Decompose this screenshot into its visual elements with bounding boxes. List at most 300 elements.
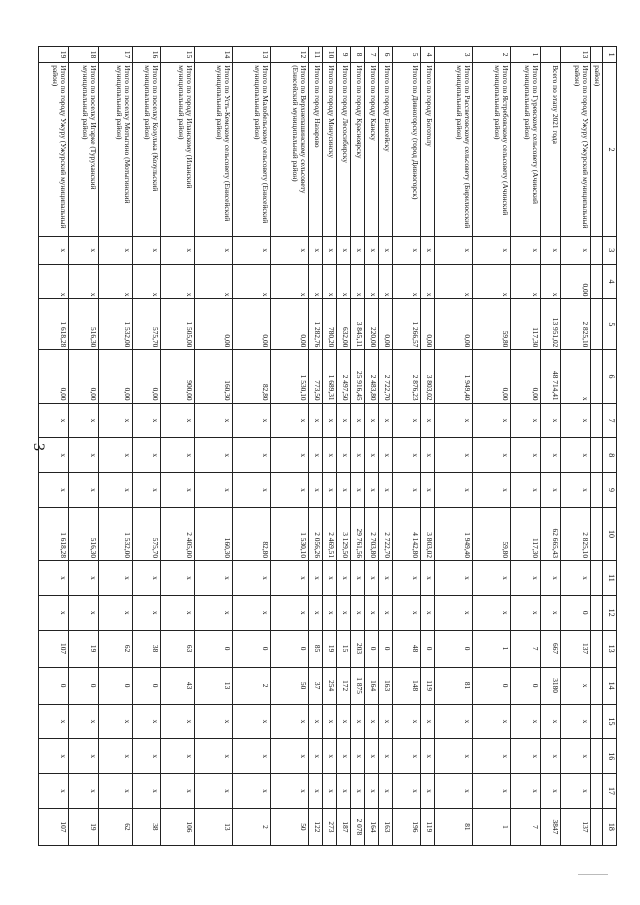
value-cell: x: [99, 561, 133, 596]
value-cell: [591, 47, 603, 63]
value-cell: 3 129,50: [337, 507, 351, 560]
value-cell: 575,70: [133, 507, 161, 560]
value-cell: 85: [309, 630, 323, 667]
value-cell: x: [511, 774, 541, 809]
value-cell: x: [337, 774, 351, 809]
value-cell: x: [421, 438, 435, 473]
value-cell: x: [323, 561, 337, 596]
table-row: [591, 47, 603, 846]
name-cell: Итого по городу Енисейску: [379, 63, 393, 237]
value-cell: x: [561, 236, 591, 264]
value-cell: 0: [69, 667, 99, 704]
name-cell: Итого по Малобельскому сельсовету (Енисейский муниципальный район): [233, 63, 271, 237]
value-cell: x: [161, 438, 195, 473]
value-cell: x: [99, 264, 133, 299]
table-row: [161, 47, 195, 846]
value-cell: 63: [161, 630, 195, 667]
header-cell: 13: [603, 630, 617, 667]
value-cell: x: [379, 438, 393, 473]
value-cell: x: [351, 774, 365, 809]
value-cell: 3 845,11: [351, 299, 365, 350]
value-cell: 1 949,40: [435, 350, 473, 403]
value-cell: 2 825,10: [561, 299, 591, 350]
value-cell: x: [365, 473, 379, 508]
value-cell: x: [473, 561, 511, 596]
value-cell: 6: [379, 47, 393, 63]
value-cell: x: [435, 561, 473, 596]
value-cell: x: [99, 739, 133, 774]
value-cell: 38: [133, 630, 161, 667]
value-cell: 2: [473, 47, 511, 63]
value-cell: x: [337, 264, 351, 299]
value-cell: x: [69, 595, 99, 630]
value-cell: x: [365, 438, 379, 473]
value-cell: 12: [271, 47, 309, 63]
value-cell: x: [379, 473, 393, 508]
value-cell: 2 056,26: [309, 507, 323, 560]
value-cell: 0: [561, 595, 591, 630]
name-cell: Итого по городу Красноярску: [351, 63, 365, 237]
value-cell: 37: [309, 667, 323, 704]
value-cell: 632,00: [337, 299, 351, 350]
value-cell: x: [323, 473, 337, 508]
value-cell: 2 722,70: [379, 507, 393, 560]
value-cell: x: [365, 739, 379, 774]
value-cell: x: [435, 774, 473, 809]
value-cell: 25 916,45: [351, 350, 365, 403]
value-cell: [591, 595, 603, 630]
value-cell: x: [337, 236, 351, 264]
table-row: [379, 47, 393, 846]
header-cell: 18: [603, 808, 617, 845]
value-cell: 0: [421, 630, 435, 667]
value-cell: x: [511, 473, 541, 508]
value-cell: 81: [435, 667, 473, 704]
value-cell: x: [421, 595, 435, 630]
value-cell: 0: [99, 667, 133, 704]
value-cell: x: [379, 704, 393, 739]
value-cell: 148: [393, 667, 421, 704]
value-cell: 1 689,31: [323, 350, 337, 403]
value-cell: x: [393, 595, 421, 630]
value-cell: x: [133, 739, 161, 774]
value-cell: x: [233, 774, 271, 809]
value-cell: x: [541, 438, 561, 473]
value-cell: x: [69, 264, 99, 299]
value-cell: x: [365, 774, 379, 809]
value-cell: x: [511, 739, 541, 774]
value-cell: x: [337, 403, 351, 438]
name-cell: Итого по городу Назарово: [309, 63, 323, 237]
value-cell: x: [233, 438, 271, 473]
value-cell: x: [541, 595, 561, 630]
value-cell: x: [511, 561, 541, 596]
value-cell: x: [393, 403, 421, 438]
value-cell: x: [69, 739, 99, 774]
value-cell: x: [323, 774, 337, 809]
value-cell: 163: [379, 667, 393, 704]
rotated-page: [50, 46, 617, 846]
value-cell: x: [195, 236, 233, 264]
value-cell: x: [365, 403, 379, 438]
value-cell: [591, 403, 603, 438]
value-cell: x: [421, 561, 435, 596]
value-cell: x: [233, 236, 271, 264]
value-cell: 773,50: [309, 350, 323, 403]
value-cell: 38: [133, 808, 161, 845]
header-cell: 12: [603, 595, 617, 630]
name-cell: Итого по городу Иланскому (Иланский муниципальный район): [161, 63, 195, 237]
value-cell: x: [195, 774, 233, 809]
value-cell: 0,00: [195, 299, 233, 350]
value-cell: 4 142,80: [393, 507, 421, 560]
value-cell: x: [233, 704, 271, 739]
page-number: 3: [30, 443, 47, 451]
value-cell: [591, 630, 603, 667]
table-row: [435, 47, 473, 846]
value-cell: 1 618,28: [39, 299, 69, 350]
value-cell: x: [351, 403, 365, 438]
value-cell: x: [511, 595, 541, 630]
table-row: [561, 47, 591, 846]
table-row: [39, 47, 69, 846]
value-cell: x: [511, 236, 541, 264]
value-cell: x: [39, 561, 69, 596]
value-cell: x: [99, 595, 133, 630]
footer-rule: [578, 874, 608, 875]
value-cell: x: [323, 264, 337, 299]
value-cell: 13: [233, 47, 271, 63]
value-cell: 8: [351, 47, 365, 63]
value-cell: 107: [39, 808, 69, 845]
value-cell: x: [435, 739, 473, 774]
header-cell: 7: [603, 403, 617, 438]
value-cell: 0,00: [379, 299, 393, 350]
header-cell: 3: [603, 236, 617, 264]
value-cell: x: [473, 739, 511, 774]
value-cell: x: [133, 473, 161, 508]
value-cell: 1 532,00: [99, 507, 133, 560]
value-cell: 7: [365, 47, 379, 63]
value-cell: 0,00: [561, 264, 591, 299]
value-cell: 900,00: [161, 350, 195, 403]
value-cell: x: [337, 473, 351, 508]
value-cell: x: [271, 403, 309, 438]
value-cell: 3847: [541, 808, 561, 845]
value-cell: 119: [421, 667, 435, 704]
table-row: [351, 47, 365, 846]
value-cell: x: [99, 704, 133, 739]
name-cell: Итого по городу Боготолу: [421, 63, 435, 237]
value-cell: x: [541, 473, 561, 508]
value-cell: x: [271, 473, 309, 508]
value-cell: 3 803,02: [421, 350, 435, 403]
value-cell: 59,80: [473, 507, 511, 560]
value-cell: 2 876,23: [393, 350, 421, 403]
value-cell: x: [161, 704, 195, 739]
value-cell: x: [435, 473, 473, 508]
value-cell: x: [365, 595, 379, 630]
value-cell: x: [309, 403, 323, 438]
value-cell: 11: [309, 47, 323, 63]
value-cell: 1: [511, 47, 541, 63]
value-cell: 19: [323, 630, 337, 667]
value-cell: x: [379, 595, 393, 630]
value-cell: x: [393, 438, 421, 473]
value-cell: x: [351, 473, 365, 508]
value-cell: x: [365, 561, 379, 596]
value-cell: 62: [99, 808, 133, 845]
value-cell: 62: [99, 630, 133, 667]
table-row: [393, 47, 421, 846]
value-cell: x: [233, 403, 271, 438]
value-cell: x: [133, 595, 161, 630]
value-cell: x: [561, 667, 591, 704]
value-cell: 2 825,10: [561, 507, 591, 560]
name-cell: Итого по городу Ужуру (Ужурский муниципальный район): [39, 63, 69, 237]
name-cell: Итого по городу Лесосибирску: [337, 63, 351, 237]
value-cell: 0,00: [99, 350, 133, 403]
value-cell: [591, 236, 603, 264]
value-cell: 2 405,00: [161, 507, 195, 560]
table-row: [511, 47, 541, 846]
value-cell: x: [323, 438, 337, 473]
value-cell: x: [39, 704, 69, 739]
value-cell: x: [69, 438, 99, 473]
value-cell: 2: [233, 667, 271, 704]
value-cell: x: [39, 264, 69, 299]
value-cell: 43: [161, 667, 195, 704]
value-cell: [591, 774, 603, 809]
value-cell: 48 714,41: [541, 350, 561, 403]
value-cell: x: [435, 438, 473, 473]
value-cell: 1 266,57: [393, 299, 421, 350]
value-cell: x: [133, 438, 161, 473]
value-cell: x: [309, 774, 323, 809]
value-cell: 0,00: [39, 350, 69, 403]
value-cell: 0: [233, 630, 271, 667]
value-cell: 3180: [541, 667, 561, 704]
table-row: [271, 47, 309, 846]
value-cell: [541, 47, 561, 63]
value-cell: 117,30: [511, 299, 541, 350]
value-cell: x: [351, 739, 365, 774]
value-cell: x: [309, 264, 323, 299]
value-cell: x: [69, 704, 99, 739]
value-cell: x: [271, 774, 309, 809]
value-cell: x: [39, 595, 69, 630]
value-cell: x: [511, 264, 541, 299]
value-cell: x: [39, 473, 69, 508]
value-cell: x: [161, 739, 195, 774]
value-cell: 50: [271, 808, 309, 845]
value-cell: 0: [379, 630, 393, 667]
value-cell: 10: [323, 47, 337, 63]
value-cell: x: [561, 403, 591, 438]
value-cell: 106: [161, 808, 195, 845]
value-cell: 172: [337, 667, 351, 704]
value-cell: x: [39, 774, 69, 809]
value-cell: 163: [379, 808, 393, 845]
header-cell: 14: [603, 667, 617, 704]
value-cell: 0,00: [435, 299, 473, 350]
value-cell: x: [393, 704, 421, 739]
value-cell: x: [421, 704, 435, 739]
value-cell: [591, 350, 603, 403]
value-cell: x: [511, 438, 541, 473]
value-cell: 13: [195, 808, 233, 845]
value-cell: 1 530,10: [271, 350, 309, 403]
value-cell: 2 078: [351, 808, 365, 845]
table-row: [323, 47, 337, 846]
value-cell: [591, 264, 603, 299]
value-cell: x: [541, 774, 561, 809]
value-cell: x: [309, 561, 323, 596]
name-cell: Итого по поселку Козулька (Козульский муниципальный район): [133, 63, 161, 237]
value-cell: x: [351, 236, 365, 264]
value-cell: 119: [421, 808, 435, 845]
value-cell: [591, 808, 603, 845]
value-cell: 516,30: [69, 299, 99, 350]
value-cell: x: [233, 595, 271, 630]
header-cell: 15: [603, 704, 617, 739]
value-cell: x: [133, 403, 161, 438]
value-cell: x: [365, 236, 379, 264]
value-cell: x: [233, 561, 271, 596]
value-cell: x: [561, 561, 591, 596]
value-cell: 2 469,51: [323, 507, 337, 560]
value-cell: x: [39, 739, 69, 774]
value-cell: x: [309, 739, 323, 774]
value-cell: 19: [69, 808, 99, 845]
value-cell: 1 875: [351, 667, 365, 704]
header-cell: 17: [603, 774, 617, 809]
header-cell: 2: [603, 63, 617, 237]
table-header-row: [603, 47, 617, 846]
value-cell: x: [561, 774, 591, 809]
value-cell: 0: [195, 630, 233, 667]
value-cell: x: [271, 236, 309, 264]
value-cell: 1 282,76: [309, 299, 323, 350]
value-cell: 203: [351, 630, 365, 667]
value-cell: 254: [323, 667, 337, 704]
value-cell: x: [379, 264, 393, 299]
value-cell: 187: [337, 808, 351, 845]
value-cell: 16: [133, 47, 161, 63]
table-row: [365, 47, 379, 846]
header-cell: 4: [603, 264, 617, 299]
value-cell: x: [133, 561, 161, 596]
value-cell: x: [541, 264, 561, 299]
value-cell: x: [541, 236, 561, 264]
value-cell: 0,00: [233, 299, 271, 350]
table-row: [421, 47, 435, 846]
value-cell: x: [69, 561, 99, 596]
value-cell: x: [421, 403, 435, 438]
value-cell: 196: [393, 808, 421, 845]
value-cell: [591, 561, 603, 596]
value-cell: x: [309, 595, 323, 630]
value-cell: x: [561, 739, 591, 774]
value-cell: x: [233, 264, 271, 299]
value-cell: x: [133, 774, 161, 809]
value-cell: 107: [39, 630, 69, 667]
value-cell: [591, 299, 603, 350]
value-cell: 1: [473, 630, 511, 667]
name-cell: Всего по этапу 2021 года: [541, 63, 561, 237]
value-cell: x: [133, 236, 161, 264]
value-cell: x: [337, 739, 351, 774]
name-cell: Итого по поселку Игарке (Туруханский муниципальный район): [69, 63, 99, 237]
value-cell: 62 665,43: [541, 507, 561, 560]
value-cell: 0: [133, 667, 161, 704]
value-cell: x: [511, 403, 541, 438]
header-cell: 8: [603, 438, 617, 473]
value-cell: 0,00: [69, 350, 99, 403]
value-cell: x: [473, 473, 511, 508]
value-cell: x: [393, 739, 421, 774]
value-cell: 2 722,70: [379, 350, 393, 403]
value-cell: 15: [337, 630, 351, 667]
value-cell: 0,00: [271, 299, 309, 350]
header-cell: 1: [603, 47, 617, 63]
value-cell: [591, 739, 603, 774]
value-cell: 0,00: [473, 350, 511, 403]
value-cell: 575,70: [133, 299, 161, 350]
value-cell: x: [393, 264, 421, 299]
value-cell: x: [541, 561, 561, 596]
table-row: [541, 47, 561, 846]
header-cell: 9: [603, 473, 617, 508]
value-cell: 164: [365, 808, 379, 845]
value-cell: 1 505,00: [161, 299, 195, 350]
name-cell: Итого по поселку Мотыгино (Мотыгинский муниципальный район): [99, 63, 133, 237]
value-cell: x: [233, 473, 271, 508]
value-cell: x: [337, 595, 351, 630]
table-row: [133, 47, 161, 846]
data-table: [38, 46, 617, 846]
value-cell: x: [69, 774, 99, 809]
value-cell: 9: [337, 47, 351, 63]
value-cell: 3: [435, 47, 473, 63]
value-cell: x: [323, 403, 337, 438]
value-cell: x: [195, 403, 233, 438]
value-cell: x: [473, 595, 511, 630]
value-cell: 0: [365, 630, 379, 667]
name-cell: Итого по Дивногорску (город Дивногорск): [393, 63, 421, 237]
value-cell: x: [337, 561, 351, 596]
value-cell: x: [195, 438, 233, 473]
value-cell: x: [309, 236, 323, 264]
value-cell: x: [365, 704, 379, 739]
value-cell: 0: [271, 630, 309, 667]
value-cell: 0: [435, 630, 473, 667]
value-cell: x: [161, 774, 195, 809]
value-cell: 220,00: [365, 299, 379, 350]
value-cell: x: [351, 264, 365, 299]
name-cell: район): [591, 63, 603, 237]
value-cell: x: [271, 561, 309, 596]
value-cell: x: [541, 704, 561, 739]
value-cell: x: [309, 438, 323, 473]
table-container: [50, 46, 617, 846]
value-cell: 17: [99, 47, 133, 63]
value-cell: x: [379, 236, 393, 264]
value-cell: 160,30: [195, 507, 233, 560]
value-cell: 137: [561, 630, 591, 667]
value-cell: 29 761,56: [351, 507, 365, 560]
table-row: [195, 47, 233, 846]
